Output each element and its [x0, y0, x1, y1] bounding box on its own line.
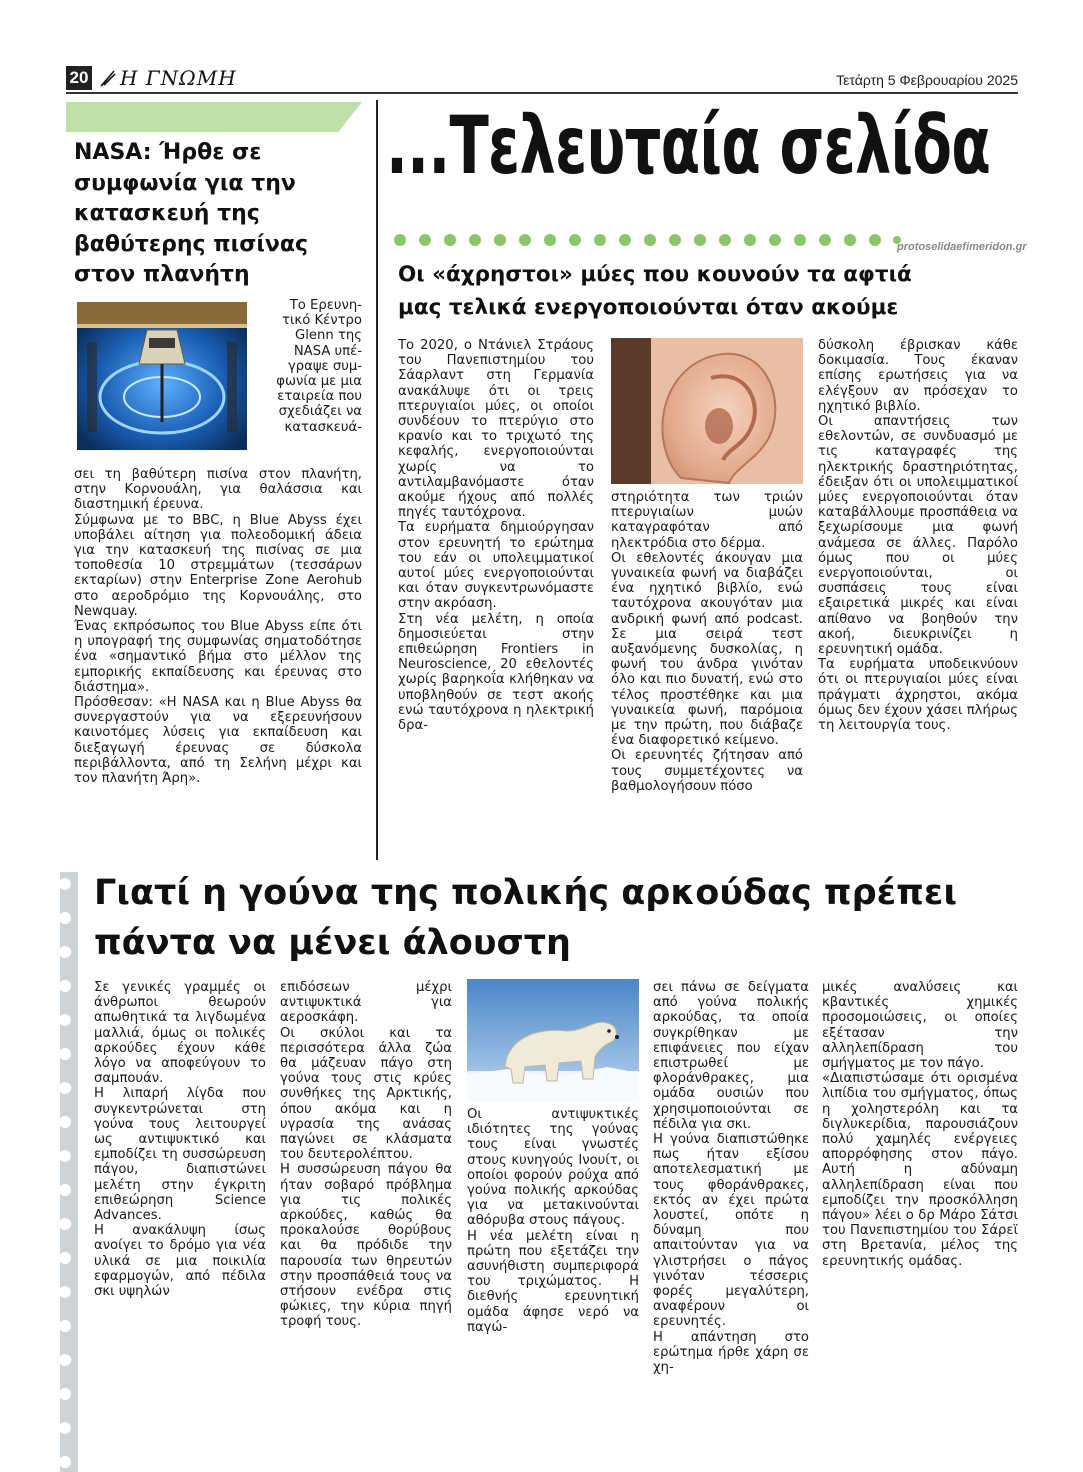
- text-line: NASA υπέ-: [293, 343, 362, 359]
- headline-line: NASA: Ήρθε σε: [74, 140, 262, 165]
- green-accent-bar: [66, 102, 362, 132]
- paragraph: Οι ερευνητές ζήτησαν από τους συμμετέχοντες να βαθμολογήσουν πόσο: [611, 748, 803, 794]
- paragraph: Η συσσώρευση πάγου θα ήταν σοβαρό πρόβλημα για τις πολικές αρκούδες, καθώς θα προκαλούσε θορύβους και θα πρόδιδε την παρουσία των θηρευτών στην προσπάθειά τους να στήσουν ενέδρα στις φώκιες, την κύρια πηγή τροφή τους.: [280, 1162, 452, 1330]
- paragraph: Οι αντιψυκτικές ιδιότητες της γούνας τους είναι γνωστές στους κυνηγούς Ινουίτ, οι οποίοι φορούν ρούχα από γούνα πολικής αρκούδας για να μετακινούνται αθόρυβα στους πάγους.: [467, 1107, 639, 1229]
- paragraph: Σε γενικές γραμμές οι άνθρωποι θεωρούν απωθητικά τα λιγδωμένα μαλλιά, όμως οι πολικές αρκούδες έχουν κάθε λόγο να αποφεύγουν το σαμπουάν.: [94, 980, 266, 1087]
- polar-col-3: [467, 1107, 639, 1335]
- paragraph: Η απάντηση στο ερώτημα ήρθε χάρη σε χη-: [653, 1329, 809, 1376]
- ear-photo: [611, 338, 803, 484]
- logo-pen-icon: [100, 69, 116, 87]
- paragraph: Η ανακάλυψη ίσως ανοίγει το δρόμο για νέα υλικά σε μια ποικιλία εφαρμογών, από πέδιλα σκι υψηλών: [94, 1223, 266, 1300]
- text-line: σχεδιάζει να: [278, 404, 362, 420]
- paragraph: Τα ευρήματα υποδεικνύουν ότι οι πτερυγιαίοι μύες είναι πράγματι άχρηστοι, ακόμα όμως δεν έχουν χάσει πλήρως τη λειτουργία τους.: [818, 657, 1018, 734]
- side-tab-strip: [60, 872, 78, 1472]
- polar-col-1: [94, 980, 266, 1299]
- header-rule: [66, 92, 1018, 94]
- polar-col-5: [822, 980, 1018, 1269]
- dotted-divider: [392, 232, 902, 248]
- text-line: Glenn της: [295, 328, 362, 344]
- headline-line: Οι «άχρηστοι» μύες που κουνούν τα αφτιά: [398, 262, 912, 287]
- logo-text: Η ΓΝΩΜΗ: [120, 66, 237, 90]
- headline-line: Γιατί η γούνα της πολικής αρκούδας πρέπει: [94, 873, 957, 913]
- headline-line: κατασκευή της: [74, 201, 260, 226]
- ear-illustration: [611, 338, 803, 484]
- nasa-pool-photo: [77, 302, 247, 450]
- paragraph: σει τη βαθύτερη πισίνα στον πλανήτη, στην Κορνουάλη, για θαλάσσια και διαστημική έρευνα.: [74, 467, 362, 513]
- polar-headline: [94, 868, 1018, 968]
- polar-bear-photo: [467, 979, 639, 1101]
- paragraph: Το 2020, ο Ντάνιελ Στράους του Πανεπιστημίου του Σάαρλαντ στη Γερμανία ανακάλυψε ότι οι τρεις πτερυγιαίοι μύες, οι οποίοι συνδέουν το πτερύγιο στο κρανίο και το τριχωτό της κεφαλής, ενεργοποιούνται χωρίς να το αντιλαμβανόμαστε όταν ακούμε ήχους από πολλές πηγές ταυτόχρονα.: [398, 338, 594, 521]
- paragraph: σει πάνω σε δείγματα από γούνα πολικής αρκούδας, τα οποία συγκρίθηκαν με επιφάνειες που είχαν επιστρωθεί με φλοράνθρακες, μια ομάδα ουσιών που χρησιμοποιούνται σε πέδιλα για σκι.: [653, 980, 809, 1132]
- paragraph: Ένας εκπρόσωπος του Blue Abyss είπε ότι η υπογραφή της συμφωνίας σηματοδότησε ένα «σημαντικό βήμα στο μέλλον της εμπορικής εκπαίδευσης και έρευνας στο διάστημα».: [74, 619, 362, 695]
- text-line: φωνία με μια: [276, 374, 362, 390]
- text-line: εταιρεία που: [277, 389, 362, 405]
- paragraph: μικές αναλύσεις και κβαντικές χημικές προσομοιώσεις, οι οποίες εξέτασαν την αλληλεπίδραση του σμήγματος με τον πάγο.: [822, 980, 1018, 1072]
- paragraph: Πρόσθεσαν: «Η NASA και η Blue Abyss θα συνεργαστούν για να εξερευνήσουν καινοτόμες λύσεις για εκπαίδευση και διεξαγωγή έρευνας σε δύσκολα περιβάλλοντα, από τη Σελήνη μέχρι και τον πλανήτη Άρη».: [74, 695, 362, 787]
- paragraph: Οι σκύλοι και τα περισσότερα άλλα ζώα θα μάζευαν πάγο στη γούνα τους στις κρύες συνθήκες της Αρκτικής, όπου ακόμα και η υγρασία της ανάσας παγώνει σε κλάσματα του δευτερολέπτου.: [280, 1025, 452, 1163]
- text-line: Το Ερευνη-: [289, 298, 362, 313]
- headline-line: βαθύτερης πισίνας: [74, 231, 309, 257]
- nasa-wrap-text: [255, 298, 362, 435]
- headline-line: συμφωνία για την: [74, 170, 296, 196]
- paragraph: Η νέα μελέτη είναι η πρώτη που εξετάζει την ασυνήθιστη συμπεριφορά του τριχώματος. Η διεθνής ερευνητική ομάδα άφησε νερό να παγώ-: [467, 1228, 639, 1335]
- muscles-headline: [398, 258, 1018, 324]
- newspaper-logo: [100, 66, 237, 90]
- text-line: γραψε συμ-: [287, 358, 362, 374]
- paragraph: Οι εθελοντές άκουγαν μια γυναικεία φωνή να διαβάζει ένα ηχητικό βιβλίο, ενώ ταυτόχρονα ακουγόταν μια ανδρική φωνή από podcast. Σε μια σειρά τεστ αυξανόμενης δυσκολίας, η φωνή του άνδρα γινόταν όλο και πιο δυνατή, ενώ στο τέλος προστέθηκε και μια γυναικεία φωνή, παρόμοια με την πρώτη, που διάβαζε ένα διαφορετικό κείμενο.: [611, 550, 803, 749]
- paragraph: Οι απαντήσεις των εθελοντών, σε συνδυασμό με τις καταγραφές της ηλεκτρικής δραστηριότητας, έδειξαν ότι οι υπολειμματικοί μύες ενεργοποιούνται όταν καταβάλλουμε προσπάθεια να ξεχωρίσουμε μια φωνή ανάμεσα σε άλλες. Παρόλο όμως που οι μύες ενεργοποιούνται, οι συσπάσεις τους είναι εξαιρετικά μικρές και είναι απίθανο να βοηθούν την ακοή, διευκρινίζει η ερευνητική ομάδα.: [818, 414, 1018, 658]
- paragraph: επιδόσεων μέχρι αντιψυκτικά για αεροσκάφη.: [280, 980, 452, 1026]
- page-number: 20: [66, 66, 92, 90]
- section-title: ...Τελευταία σελίδα: [386, 99, 991, 192]
- muscles-col-3: [818, 338, 1018, 733]
- watermark: protoselidaefimeridon.gr: [897, 241, 1027, 253]
- muscles-col-1: [398, 338, 594, 733]
- paragraph: Η γούνα διαπιστώθηκε πως ήταν εξίσου αποτελεσματική με τους φθοράνθρακες, εκτός αν έχει πρώτα λουστεί, οπότε η δύναμη που απαιτούνταν για να γλιστρήσει ο πάγος γινόταν τέσσερις φορές μεγαλύτερη, αναφέρουν οι ερευνητές.: [653, 1132, 809, 1330]
- paragraph: δύσκολη έβρισκαν κάθε δοκιμασία. Τους έκαναν επίσης ερωτήσεις για να ελέγξουν αν πρόσεχαν το ηχητικό βιβλίο.: [818, 338, 1018, 414]
- text-line: τικό Κέντρο: [282, 313, 362, 329]
- paragraph: Σύμφωνα με το BBC, η Blue Abyss έχει υποβάλει αίτηση για πολεοδομική άδεια για την κατασκευή της πισίνας σε μια τοποθεσία 10 στρεμμάτων (τεσσάρων εκταρίων) στην Enterprise Zone Aerohub στο αεροδρόμιο της Κορνουάλης, στο Newquay.: [74, 512, 362, 619]
- nasa-headline: [74, 138, 364, 291]
- issue-date: Τετάρτη 5 Φεβρουαρίου 2025: [836, 72, 1018, 88]
- polar-col-4: [653, 980, 809, 1375]
- nasa-body: [74, 467, 362, 786]
- polar-bear-illustration: [467, 979, 639, 1101]
- muscles-col-2: [611, 490, 803, 794]
- headline-line: στον πλανήτη: [74, 262, 250, 287]
- column-divider: [376, 100, 378, 860]
- paragraph: «Διαπιστώσαμε ότι ορισμένα λιπίδια του σμήγματος, όπως η χοληστερόλη και τα διγλυκερίδια, παρουσιάζουν πολύ χαμηλές ενέργειες απορρόφησης στον πάγο. Αυτή η αδύναμη αλληλεπίδραση είναι που εμποδίζει την προσκόλληση πάγου» λέει ο δρ Μάρο Σάτσι του Πανεπιστημίου του Σάρεϊ στη Βρετανία, μέλος της ερευνητικής ομάδας.: [822, 1071, 1018, 1269]
- paragraph: στηριότητα των τριών πτερυγιαίων μυών καταγραφόταν από ηλεκτρόδια στο δέρμα.: [611, 490, 803, 551]
- paragraph: Η λιπαρή λίγδα που συγκεντρώνεται στη γούνα τους λειτουργεί ως αντιψυκτικό και εμποδίζει τη συσσώρευση πάγου, διαπιστώνει μελέτη στην έγκριτη επιθεώρηση Science Advances.: [94, 1086, 266, 1224]
- pool-illustration: [77, 302, 247, 450]
- headline-line: πάντα να μένει άλουστη: [94, 923, 571, 963]
- headline-line: μας τελικά ενεργοποιούνται όταν ακούμε: [398, 295, 899, 320]
- paragraph: Στη νέα μελέτη, η οποία δημοσιεύεται στην επιθεώρηση Frontiers in Neuroscience, 20 εθελοντές χωρίς βαρηκοΐα κλήθηκαν να υποβληθούν σε τεστ ακοής ενώ ταυτόχρονα η ηλεκτρική δρα-: [398, 611, 594, 734]
- paragraph: Τα ευρήματα δημιούργησαν στον ερευνητή το ερώτημα του εάν οι υπολειμματικοί αυτοί μύες ενεργοποιούνται και όταν συγκεντρωνόμαστε στην ακρόαση.: [398, 520, 594, 612]
- polar-col-2: [280, 980, 452, 1330]
- text-line: κατασκευά-: [284, 419, 362, 435]
